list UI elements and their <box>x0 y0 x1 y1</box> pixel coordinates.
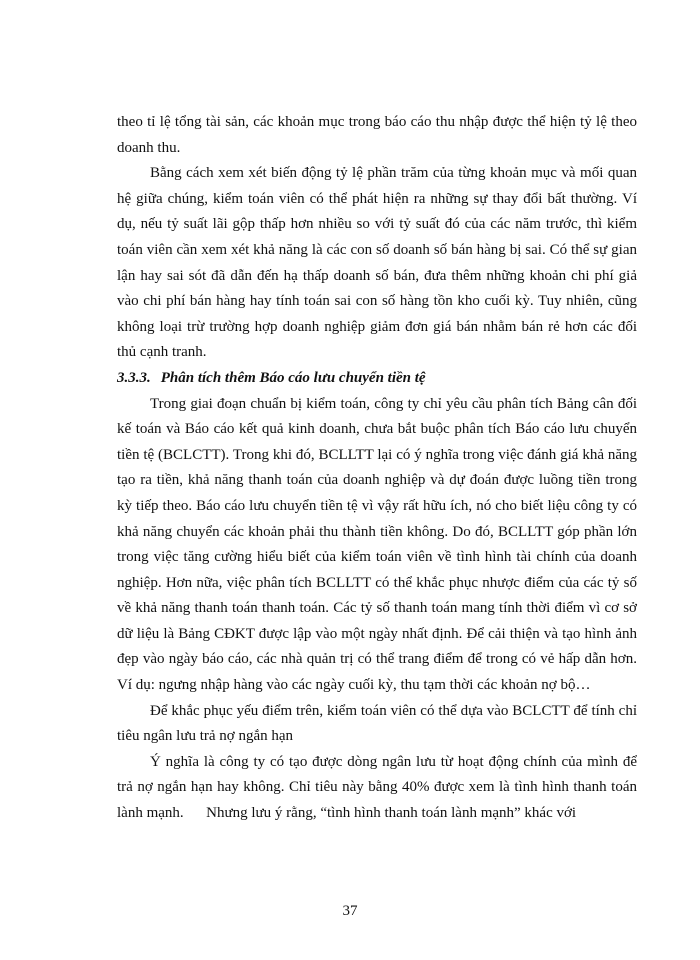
section-number: 3.3.3. <box>117 369 151 386</box>
paragraph-cashflow: Trong giai đoạn chuẩn bị kiểm toán, công ty chỉ yêu cầu phân tích Bảng cân đối kế toán và Báo cáo kết quả kinh doanh, chưa bắt buộc phân tích Báo cáo lưu chuyển tiền tệ (BCLCTT). Trong khi đó, BCLLTT lại có ý nghĩa trong việc đánh giá khả năng tạo ra tiền, khả năng thanh toán của doanh nghiệp và dự đoán được luồng tiền trong kỳ tiếp theo. Báo cáo lưu chuyển tiền tệ vì vậy rất hữu ích, nó cho biết liệu công ty có khả năng chuyển các khoản phải thu thành tiền không. Do đó, BCLLTT góp phần lớn trong việc tăng cường hiểu biết của kiểm toán viên về tình hình tài chính của doanh nghiệp. Hơn nữa, việc phân tích BCLLTT có thể khắc phục nhược điểm của các tỷ số về khả năng thanh toán thanh toán. Các tỷ số thanh toán mang tính thời điểm vì cơ sở dữ liệu là Bảng CĐKT được lập vào một ngày nhất định. Để cải thiện và tạo hình ảnh đẹp vào ngày báo cáo, các nhà quản trị có thể trang điểm để trong có vẻ hấp dẫn hơn. Ví dụ: ngưng nhập hàng vào các ngày cuối kỳ, thu tạm thời các khoản nợ bộ… <box>117 395 637 694</box>
section-heading <box>117 366 637 392</box>
paragraph-continued: theo tỉ lệ tổng tài sản, các khoản mục trong báo cáo thu nhập được thể hiện tỷ lệ theo doanh thu. <box>117 114 637 156</box>
section-title: Phân tích thêm Báo cáo lưu chuyển tiền tệ <box>160 369 426 386</box>
document-body <box>117 110 641 827</box>
paragraph-meaning: Ý nghĩa là công ty có tạo được dòng ngân lưu từ hoạt động chính của mình để trả nợ ngắn hạn hay không. Chỉ tiêu này bằng 40% được xem là tình hình thanh toán lành mạnh. Nhưng lưu ý rằng, “tình hình thanh toán lành mạnh” khác với <box>117 753 641 822</box>
paragraph-remedy: Để khắc phục yếu điểm trên, kiểm toán viên có thể dựa vào BCLCTT để tính chỉ tiêu ngân lưu trả nợ ngắn hạn <box>117 702 637 745</box>
page-number: 37 <box>342 903 358 919</box>
paragraph-analysis: Bằng cách xem xét biến động tỷ lệ phần trăm của từng khoản mục và mối quan hệ giữa chúng, kiểm toán viên có thể phát hiện ra những sự thay đổi bất thường. Ví dụ, nếu tỷ suất lãi gộp thấp hơn nhiều so với tỷ suất đó của các năm trước, thì kiểm toán viên cần xem xét khả năng là các con số doanh số bán hàng bị sai. Có thể sự gian lận hay sai sót đã dẫn đến hạ thấp doanh số bán, đưa thêm những khoản chi phí giả vào chi phí bán hàng hay tính toán sai con số hàng tồn kho cuối kỳ. Tuy nhiên, cũng không loại trừ trường hợp doanh nghiệp giảm đơn giá bán nhằm bán rẻ hơn các đối thủ cạnh tranh. <box>117 165 637 361</box>
